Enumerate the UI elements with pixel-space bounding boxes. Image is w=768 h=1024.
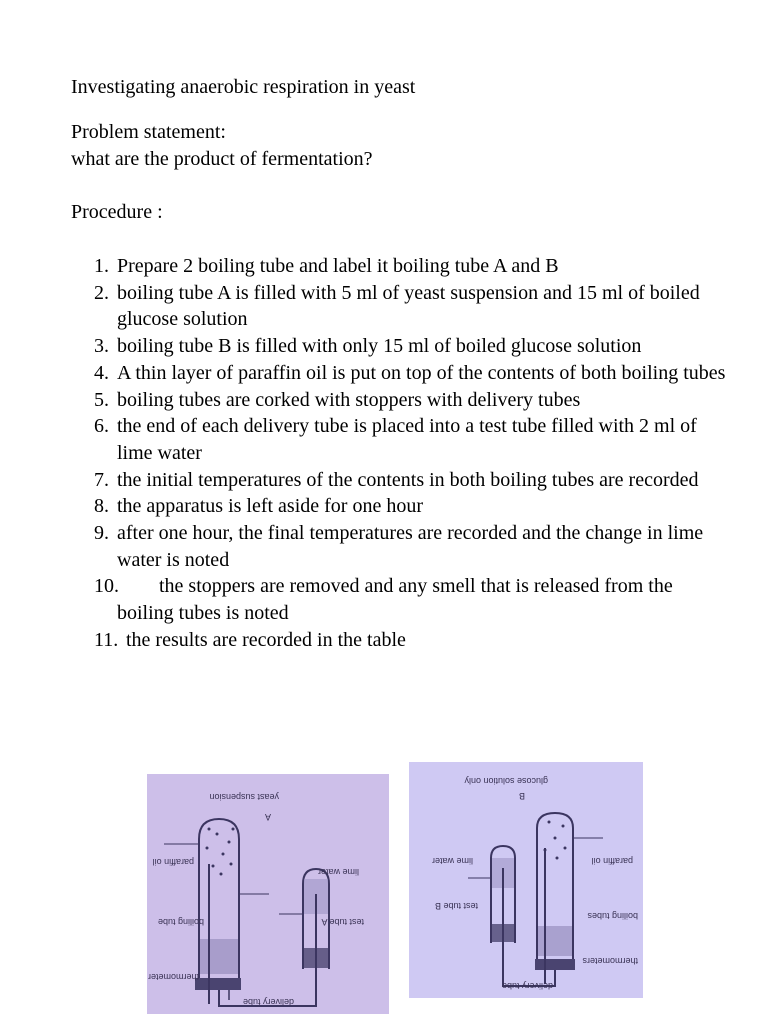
problem-question: what are the product of fermentation? bbox=[71, 148, 373, 170]
apparatus-figure-b bbox=[409, 762, 643, 998]
label-lime-water: lime water bbox=[317, 867, 359, 877]
procedure-step bbox=[94, 467, 734, 494]
apparatus-diagram-b bbox=[409, 762, 643, 998]
step-text: the stoppers are removed and any smell that is released from the boiling tubes is noted bbox=[117, 575, 673, 625]
step-number: 2. bbox=[94, 281, 109, 304]
procedure-step bbox=[94, 387, 734, 414]
page-title: Investigating anaerobic respiration in yeast bbox=[71, 76, 416, 98]
step-number: 11. bbox=[94, 628, 119, 651]
procedure-step bbox=[94, 333, 734, 360]
step-text: the initial temperatures of the contents in both boiling tubes are recorded bbox=[117, 468, 699, 491]
step-number: 5. bbox=[94, 388, 109, 411]
label-thermometers: thermometers bbox=[582, 956, 638, 966]
step-number: 1. bbox=[94, 255, 109, 277]
problem-statement-label: Problem statement: bbox=[71, 121, 226, 143]
label-paraffin-oil: paraffin oil bbox=[152, 857, 194, 867]
label-delivery-tube: delivery tube bbox=[242, 997, 294, 1007]
label-tube-b: B bbox=[518, 791, 525, 801]
step-number: 6. bbox=[94, 415, 109, 438]
step-number: 3. bbox=[94, 335, 109, 358]
label-yeast-suspension: yeast suspension bbox=[209, 792, 279, 802]
step-text: the apparatus is left aside for one hour bbox=[117, 495, 424, 518]
procedure-step bbox=[94, 520, 734, 573]
step-text: boiling tubes are corked with stoppers with delivery tubes bbox=[117, 388, 581, 411]
step-number: 4. bbox=[94, 361, 109, 384]
label-glucose-solution-only: glucose solution only bbox=[464, 776, 548, 786]
label-paraffin-oil-b: paraffin oil bbox=[591, 856, 633, 866]
procedure-step bbox=[94, 627, 734, 654]
label-thermometer: thermometer bbox=[147, 972, 199, 982]
step-text: boiling tube B is filled with only 15 ml of boiled glucose solution bbox=[117, 335, 642, 358]
step-number: 9. bbox=[94, 522, 109, 545]
apparatus-figure-a bbox=[147, 774, 389, 1014]
label-test-tube-b: test tube B bbox=[434, 901, 478, 911]
step-text: after one hour, the final temperatures are recorded and the change in lime water is noted bbox=[117, 522, 704, 571]
apparatus-diagram-a bbox=[147, 774, 389, 1014]
step-number: 10. bbox=[94, 575, 119, 598]
step-text: boiling tube A is filled with 5 ml of yeast suspension and 15 ml of boiled glucose solution bbox=[117, 281, 700, 331]
procedure-step bbox=[94, 573, 734, 626]
step-text: the end of each delivery tube is placed into a test tube filled with 2 ml of lime water bbox=[117, 415, 697, 464]
procedure-step bbox=[94, 280, 734, 333]
label-delivery-tube-b: delivery tube bbox=[501, 981, 553, 991]
procedure-step bbox=[94, 360, 734, 387]
step-text: A thin layer of paraffin oil is put on top of the contents of both boiling tubes bbox=[117, 361, 726, 384]
step-text: Prepare 2 boiling tube and label it boiling tube A and B bbox=[117, 255, 559, 277]
step-number: 8. bbox=[94, 495, 109, 518]
step-number: 7. bbox=[94, 468, 109, 491]
label-boiling-tubes: boiling tubes bbox=[587, 911, 638, 921]
label-lime-water-b: lime water bbox=[431, 856, 473, 866]
label-boiling-tube: boiling tube bbox=[157, 917, 204, 927]
procedure-step bbox=[94, 413, 734, 466]
procedure-step bbox=[94, 253, 734, 280]
procedure-step bbox=[94, 493, 734, 520]
procedure-list bbox=[94, 253, 734, 654]
step-text: the results are recorded in the table bbox=[126, 628, 406, 651]
label-tube-a: A bbox=[264, 812, 271, 822]
label-test-tube-a: test tube A bbox=[321, 917, 364, 927]
procedure-label: Procedure : bbox=[71, 201, 163, 223]
